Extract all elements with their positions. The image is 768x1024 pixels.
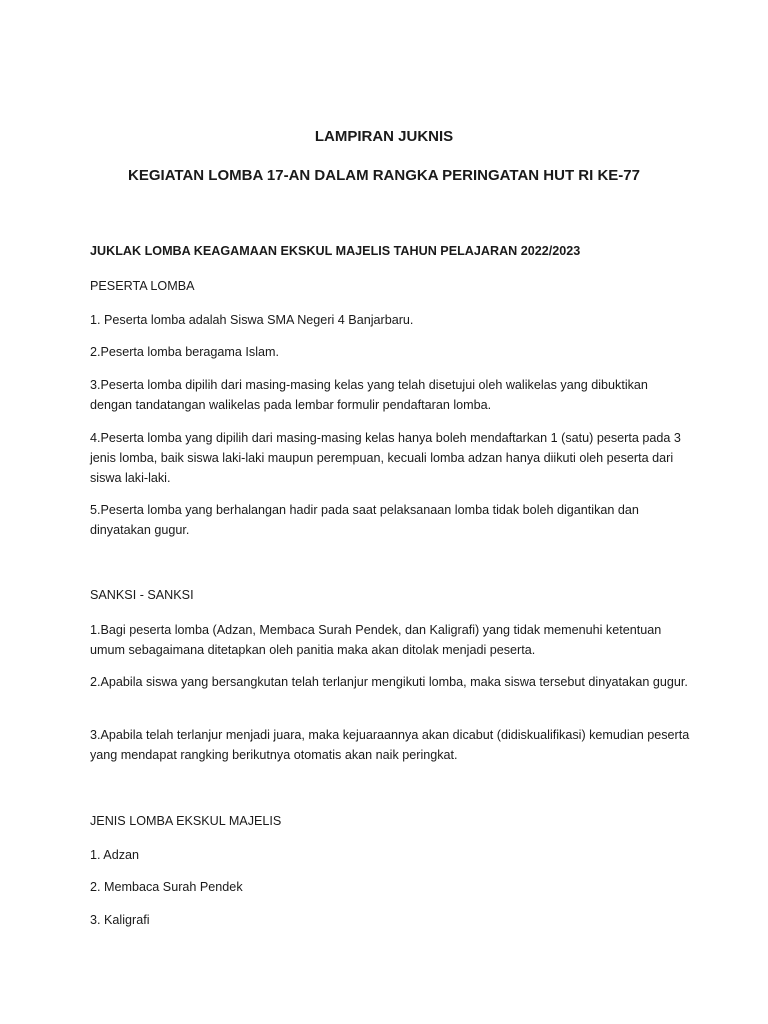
jenis-heading: JENIS LOMBA EKSKUL MAJELIS xyxy=(90,814,282,828)
peserta-item-3: 3.Peserta lomba dipilih dari masing-masing kelas yang telah disetujui oleh walikelas yang dibuktikan dengan tandatangan walikelas pada lembar formulir pendaftaran lomba. xyxy=(90,378,648,412)
peserta-item-2: 2.Peserta lomba beragama Islam. xyxy=(90,345,279,359)
document-title: LAMPIRAN JUKNIS xyxy=(314,128,454,145)
peserta-heading: PESERTA LOMBA xyxy=(90,279,195,293)
sanksi-item-3: 3.Apabila telah terlanjur menjadi juara, maka kejuaraannya akan dicabut (didiskualifikasi) kemudian peserta yang mendapat rangking berikutnya otomatis akan naik peringkat. xyxy=(90,728,690,762)
peserta-item-5: 5.Peserta lomba yang berhalangan hadir pada saat pelaksanaan lomba tidak boleh digantikan dan dinyatakan gugur. xyxy=(90,503,639,537)
jenis-item-1: 1. Adzan xyxy=(90,848,140,862)
sanksi-item-1: 1.Bagi peserta lomba (Adzan, Membaca Surah Pendek, dan Kaligrafi) yang tidak memenuhi ketentuan umum sebagaimana ditetapkan oleh panitia maka akan ditolak menjadi peserta. xyxy=(90,623,662,657)
jenis-item-2: 2. Membaca Surah Pendek xyxy=(90,880,243,894)
sanksi-item-2: 2.Apabila siswa yang bersangkutan telah terlanjur mengikuti lomba, maka siswa tersebut dinyatakan gugur. xyxy=(90,675,688,689)
jenis-item-3: 3. Kaligrafi xyxy=(90,913,150,927)
sanksi-heading: SANKSI - SANKSI xyxy=(90,588,194,602)
peserta-item-4: 4.Peserta lomba yang dipilih dari masing-masing kelas hanya boleh mendaftarkan 1 (satu) peserta pada 3 jenis lomba, baik siswa laki-laki maupun perempuan, kecuali lomba adzan hanya diikuti oleh peserta dari siswa laki-laki. xyxy=(90,431,681,485)
peserta-item-1: 1. Peserta lomba adalah Siswa SMA Negeri 4 Banjarbaru. xyxy=(90,313,414,327)
document-subtitle: KEGIATAN LOMBA 17-AN DALAM RANGKA PERINGATAN HUT RI KE-77 xyxy=(128,167,640,184)
juklak-heading: JUKLAK LOMBA KEAGAMAAN EKSKUL MAJELIS TAHUN PELAJARAN 2022/2023 xyxy=(90,244,581,258)
